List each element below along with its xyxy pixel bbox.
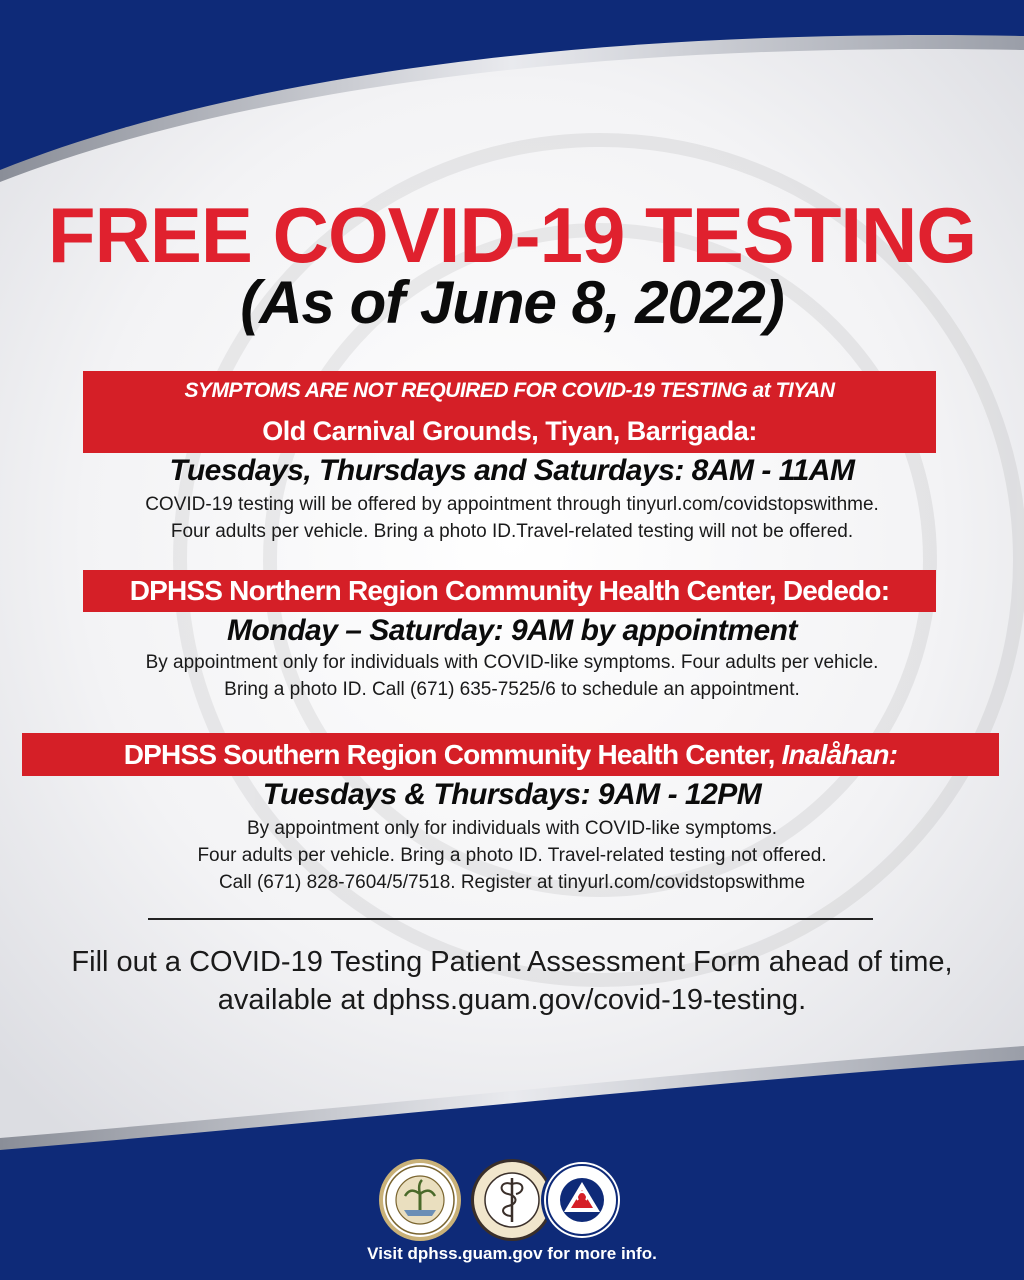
north-schedule: Monday – Saturday: 9AM by appointment [227,614,797,647]
tiyan-banner [83,371,936,453]
form-note-line-2: available at dphss.guam.gov/covid-19-testing. [217,984,807,1016]
south-location-prefix: DPHSS Southern Region Community Health Center, [123,739,782,770]
governor-seal-icon [378,1158,462,1242]
page-subtitle: (As of June 8, 2022) [240,269,784,336]
civil-defense-seal-icon [540,1158,624,1242]
south-info-3: Call (671) 828-7604/5/7518. Register at tinyurl.com/covidstopswithme [218,872,806,893]
south-schedule: Tuesdays & Thursdays: 9AM - 12PM [262,778,762,811]
page-title: FREE COVID-19 TESTING [47,191,977,279]
tiyan-schedule: Tuesdays, Thursdays and Saturdays: 8AM - 11AM [169,454,855,487]
visit-link[interactable]: Visit dphss.guam.gov for more info. [367,1244,657,1263]
form-note [0,943,1024,1019]
tiyan-notice: SYMPTOMS ARE NOT REQUIRED FOR COVID-19 TESTING at TIYAN [184,379,835,402]
divider [148,918,873,920]
south-location [22,733,999,776]
south-location-place: Inalåhan: [781,739,898,770]
north-info-2: Bring a photo ID. Call (671) 635-7525/6 to schedule an appointment. [224,679,800,700]
tiyan-info-2: Four adults per vehicle. Bring a photo ID.Travel-related testing will not be offered. [170,521,854,542]
south-info-2: Four adults per vehicle. Bring a photo ID. Travel-related testing not offered. [197,845,827,866]
south-info-1: By appointment only for individuals with COVID-like symptoms. [246,818,778,839]
form-note-line-1: Fill out a COVID-19 Testing Patient Assessment Form ahead of time, [71,946,953,978]
north-location: DPHSS Northern Region Community Health Center, Dededo: [83,570,936,612]
tiyan-location: Old Carnival Grounds, Tiyan, Barrigada: [262,416,757,446]
tiyan-info-1: COVID-19 testing will be offered by appointment through tinyurl.com/covidstopswithme. [145,494,879,515]
north-info-1: By appointment only for individuals with COVID-like symptoms. Four adults per vehicle. [145,652,879,673]
